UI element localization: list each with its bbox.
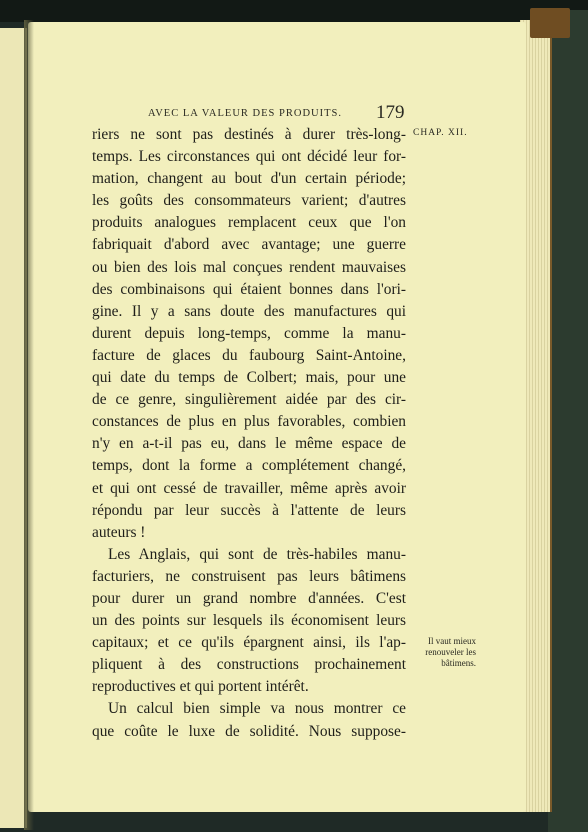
margin-note <box>406 636 476 669</box>
text-line: un des points sur lesquels ils économisent leurs <box>92 612 406 630</box>
text-line: ou bien des lois mal conçues rendent mauvaises <box>92 258 406 276</box>
text-line: et qui ont cessé de travailler, même après avoir <box>92 479 406 497</box>
text-line: répondu par leur succès à l'attente de leurs <box>92 501 406 519</box>
text-line: mation, changent au bout d'un certain période; <box>92 170 406 188</box>
running-head: AVEC LA VALEUR DES PRODUITS. <box>148 108 342 119</box>
spine-shadow <box>24 20 34 830</box>
page-number: 179 <box>376 102 405 123</box>
text-line: produits analogues remplacent ceux que l'on <box>92 214 406 232</box>
text-line: auteurs ! <box>92 523 146 541</box>
book-cover-top <box>0 0 588 22</box>
chapter-marker: CHAP. XII. <box>413 128 468 138</box>
text-line: reproductives et qui portent intérêt. <box>92 678 309 696</box>
text-line: Un calcul bien simple va nous montrer ce <box>108 700 406 718</box>
text-line: que coûte le luxe de solidité. Nous suppose- <box>92 722 406 740</box>
margin-note-line: Il vaut mieux <box>428 636 476 646</box>
text-line: durent depuis long-temps, comme la manu- <box>92 324 406 342</box>
text-line: qui date du temps de Colbert; mais, pour une <box>92 369 406 387</box>
facing-page-edge <box>0 28 27 828</box>
margin-note-line: bâtimens. <box>441 658 476 668</box>
text-line: temps. Les circonstances qui ont décidé leur for- <box>92 148 406 166</box>
page-header <box>148 102 408 124</box>
body-text <box>92 124 406 743</box>
margin-note-line: renouveler les <box>425 647 476 657</box>
text-line: fabriquait d'abord avec avantage; une guerre <box>92 236 406 254</box>
text-line: facturiers, ne construisent pas leurs bâtimens <box>92 567 406 585</box>
text-line: pliquent à des constructions prochainement <box>92 656 406 674</box>
text-line: n'y en a-t-il pas eu, dans le même espace de <box>92 435 406 453</box>
text-line: riers ne sont pas destinés à durer très-long- <box>92 126 406 143</box>
text-line: gine. Il y a sans doute des manufactures qui <box>92 302 406 320</box>
text-line: pour durer un grand nombre d'années. C'est <box>92 589 406 607</box>
text-line: des combinaisons qui étaient bonnes dans l'ori- <box>92 280 406 298</box>
leather-corner <box>530 8 570 38</box>
text-line: constances de plus en plus favorables, combien <box>92 413 406 431</box>
text-line: de ce genre, singulièrement aidée par des cir- <box>92 391 406 409</box>
text-line: les goûts des consommateurs varient; d'autres <box>92 192 406 210</box>
text-line: capitaux; et ce qu'ils épargnent ainsi, ils l'ap- <box>92 634 406 652</box>
text-line: temps, dont la forme a complétement changé, <box>92 457 406 475</box>
text-line: Les Anglais, qui sont de très-habiles manu- <box>108 545 406 563</box>
book-cover-right <box>548 10 588 832</box>
text-line: facture de glaces du faubourg Saint-Antoine, <box>92 346 406 364</box>
